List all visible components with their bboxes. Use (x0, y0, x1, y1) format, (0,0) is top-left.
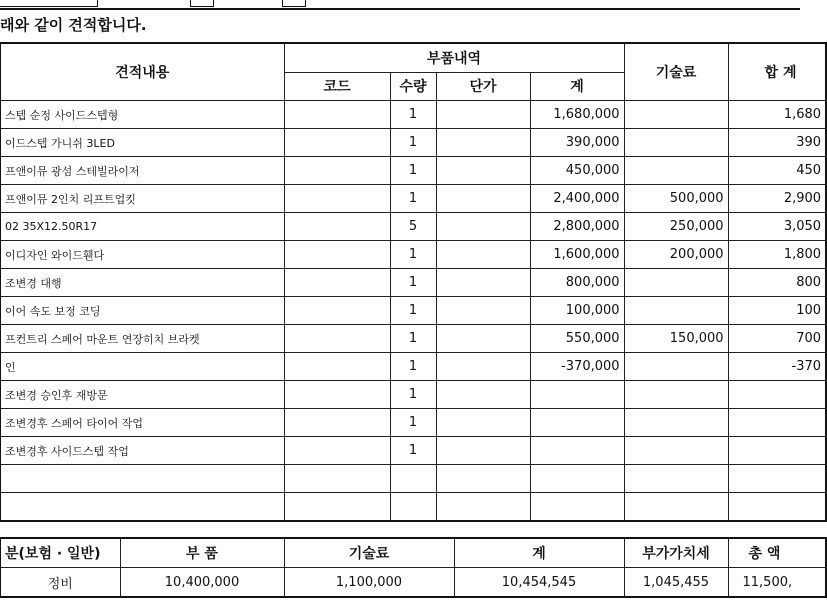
row-qty: 1 (390, 269, 436, 297)
row-total (728, 437, 826, 465)
table-row (0, 157, 826, 185)
row-unit-price (436, 101, 530, 129)
table-row (0, 101, 826, 129)
row-item-name: 프컨트리 스페어 마운트 연장히치 브라켓 (0, 325, 284, 353)
row-item-name: 02 35X12.50R17 (0, 213, 284, 241)
row-code (284, 409, 390, 437)
table-row (0, 381, 826, 409)
row-total: 800 (728, 269, 826, 297)
header-labor: 기술료 (624, 43, 728, 101)
top-strip-box (0, 0, 98, 7)
row-item-name: 이어 속도 보정 코딩 (0, 297, 284, 325)
table-row (0, 465, 826, 493)
row-qty (390, 493, 436, 522)
row-subtotal (530, 493, 624, 522)
summary-header-parts: 부 품 (120, 538, 284, 568)
row-unit-price (436, 465, 530, 493)
row-code (284, 185, 390, 213)
row-unit-price (436, 381, 530, 409)
row-item-name: 이드스텝 가니쉬 3LED (0, 129, 284, 157)
summary-header-vat: 부가가치세 (624, 538, 728, 568)
row-subtotal: 550,000 (530, 325, 624, 353)
row-subtotal (530, 465, 624, 493)
summary-header-labor: 기술료 (284, 538, 454, 568)
header-subtotal: 계 (530, 72, 624, 101)
row-unit-price (436, 493, 530, 522)
row-qty (390, 465, 436, 493)
summary-table (0, 537, 827, 598)
row-subtotal: 390,000 (530, 129, 624, 157)
row-item-name: 프앤이뮤 광섬 스테빌라이저 (0, 157, 284, 185)
row-labor (624, 157, 728, 185)
summary-vat: 1,045,455 (624, 568, 728, 598)
intro-text: 래와 같이 견적합니다. (0, 16, 147, 34)
row-code (284, 493, 390, 522)
top-form-strip (0, 0, 800, 8)
row-total (728, 409, 826, 437)
row-labor (624, 353, 728, 381)
summary-parts: 10,400,000 (120, 568, 284, 598)
table-row (0, 213, 826, 241)
row-item-name: 조변경후 스페어 타이어 작업 (0, 409, 284, 437)
row-total: 3,050 (728, 213, 826, 241)
header-unit-price: 단가 (436, 72, 530, 101)
table-row (0, 325, 826, 353)
summary-category: 정비 (0, 568, 120, 598)
row-unit-price (436, 325, 530, 353)
row-qty: 1 (390, 241, 436, 269)
table-row (0, 241, 826, 269)
summary-header-grand-total: 총 액 (728, 538, 826, 568)
summary-header-category: 분(보험 · 일반) (0, 538, 120, 568)
row-item-name: 이디자인 와이드휀다 (0, 241, 284, 269)
row-total: 100 (728, 297, 826, 325)
header-parts: 부품내역 (284, 43, 624, 72)
row-subtotal: 800,000 (530, 269, 624, 297)
row-item-name: 조변경후 사이드스텝 작업 (0, 437, 284, 465)
row-total (728, 493, 826, 522)
row-subtotal: 1,600,000 (530, 241, 624, 269)
row-qty: 1 (390, 297, 436, 325)
row-qty: 1 (390, 157, 436, 185)
row-qty: 1 (390, 409, 436, 437)
row-labor: 200,000 (624, 241, 728, 269)
row-unit-price (436, 409, 530, 437)
summary-header-subtotal: 계 (454, 538, 624, 568)
row-total (728, 381, 826, 409)
row-labor: 250,000 (624, 213, 728, 241)
row-unit-price (436, 157, 530, 185)
row-qty: 1 (390, 437, 436, 465)
table-row (0, 185, 826, 213)
row-subtotal: 100,000 (530, 297, 624, 325)
row-labor: 150,000 (624, 325, 728, 353)
row-qty: 1 (390, 129, 436, 157)
row-item-name (0, 465, 284, 493)
row-item-name: 스텝 순정 사이드스텝형 (0, 101, 284, 129)
row-labor (624, 297, 728, 325)
row-subtotal (530, 381, 624, 409)
top-strip-box (190, 0, 214, 7)
top-strip-box (282, 0, 306, 7)
row-qty: 1 (390, 381, 436, 409)
row-unit-price (436, 241, 530, 269)
table-row (0, 409, 826, 437)
row-labor (624, 465, 728, 493)
row-total (728, 465, 826, 493)
row-unit-price (436, 297, 530, 325)
row-code (284, 129, 390, 157)
row-subtotal: 2,800,000 (530, 213, 624, 241)
row-code (284, 157, 390, 185)
table-row (0, 129, 826, 157)
row-item-name (0, 493, 284, 522)
row-item-name: 인 (0, 353, 284, 381)
header-code: 코드 (284, 72, 390, 101)
row-labor (624, 493, 728, 522)
row-labor (624, 409, 728, 437)
header-item: 견적내용 (0, 43, 284, 101)
row-qty: 1 (390, 185, 436, 213)
row-item-name: 프앤이뮤 2인치 리프트업킷 (0, 185, 284, 213)
row-subtotal: -370,000 (530, 353, 624, 381)
summary-grand-total: 11,500, (728, 568, 826, 598)
row-code (284, 381, 390, 409)
row-item-name: 조변경 승인후 재방문 (0, 381, 284, 409)
row-code (284, 437, 390, 465)
row-code (284, 297, 390, 325)
row-code (284, 241, 390, 269)
row-labor (624, 437, 728, 465)
header-total: 합 계 (728, 43, 826, 101)
row-code (284, 213, 390, 241)
row-unit-price (436, 185, 530, 213)
row-item-name: 조변경 대행 (0, 269, 284, 297)
row-total: 700 (728, 325, 826, 353)
row-labor: 500,000 (624, 185, 728, 213)
row-subtotal (530, 437, 624, 465)
row-code (284, 465, 390, 493)
row-labor (624, 381, 728, 409)
row-code (284, 101, 390, 129)
row-subtotal (530, 409, 624, 437)
row-total: 2,900 (728, 185, 826, 213)
row-qty: 1 (390, 353, 436, 381)
summary-labor: 1,100,000 (284, 568, 454, 598)
row-total: -370 (728, 353, 826, 381)
row-labor (624, 101, 728, 129)
row-total: 1,680 (728, 101, 826, 129)
table-row (0, 297, 826, 325)
row-total: 390 (728, 129, 826, 157)
estimate-rows (0, 101, 826, 522)
row-subtotal: 450,000 (530, 157, 624, 185)
table-row (0, 437, 826, 465)
top-rule (0, 8, 800, 10)
header-qty: 수량 (390, 72, 436, 101)
table-row (0, 353, 826, 381)
row-unit-price (436, 129, 530, 157)
row-unit-price (436, 269, 530, 297)
row-labor (624, 129, 728, 157)
table-row (0, 269, 826, 297)
row-code (284, 269, 390, 297)
estimate-table (0, 42, 827, 522)
table-row (0, 493, 826, 522)
summary-subtotal: 10,454,545 (454, 568, 624, 598)
row-qty: 1 (390, 101, 436, 129)
row-unit-price (436, 437, 530, 465)
row-qty: 5 (390, 213, 436, 241)
row-code (284, 325, 390, 353)
row-subtotal: 1,680,000 (530, 101, 624, 129)
row-unit-price (436, 213, 530, 241)
row-unit-price (436, 353, 530, 381)
row-qty: 1 (390, 325, 436, 353)
row-code (284, 353, 390, 381)
row-subtotal: 2,400,000 (530, 185, 624, 213)
row-total: 450 (728, 157, 826, 185)
row-labor (624, 269, 728, 297)
row-total: 1,800 (728, 241, 826, 269)
